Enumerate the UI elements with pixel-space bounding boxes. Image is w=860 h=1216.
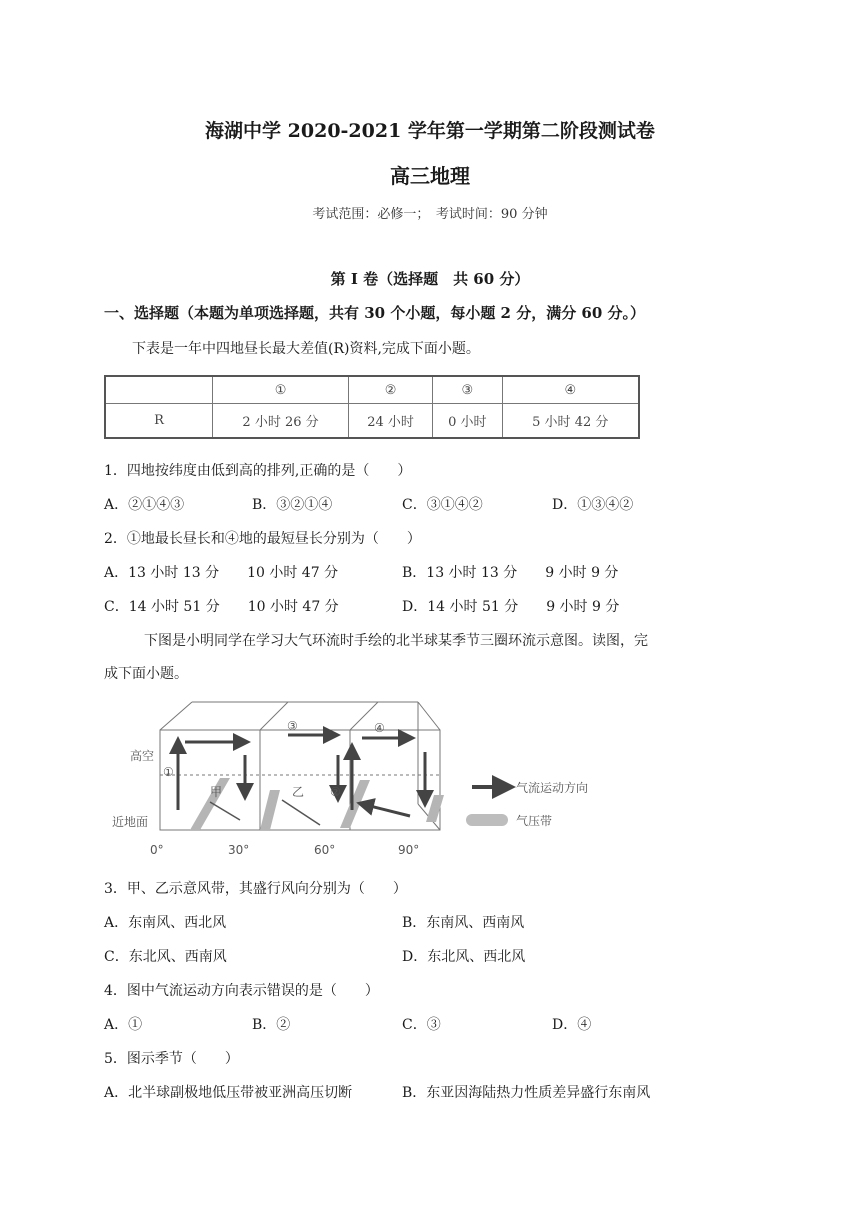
circulation-diagram xyxy=(112,700,600,860)
table-corner-cell xyxy=(105,376,213,404)
part-heading: 一、选择题（本题为单项选择题，共有 30 个小题，每小题 2 分，满分 60 分。） xyxy=(104,304,646,322)
table-header-cell: ① xyxy=(213,376,349,404)
table-header-cell: ③ xyxy=(433,376,502,404)
page-title: 海湖中学 2020-2021 学年第一学期第二阶段测试卷 xyxy=(205,120,655,142)
option-1b: B．③②①④ xyxy=(252,497,333,513)
exam-info: 考试范围：必修一； 考试时间：90 分钟 xyxy=(312,207,548,222)
cell-label-4: ④ xyxy=(374,721,385,735)
table-header-row xyxy=(105,376,639,404)
option-4b: B．② xyxy=(252,1017,291,1033)
option-4c: C．③ xyxy=(402,1017,441,1033)
intro-text-2-line2: 成下面小题。 xyxy=(104,666,188,682)
legend-pressure-belt: 气压带 xyxy=(516,814,553,828)
page-subtitle: 高三地理 xyxy=(390,164,470,188)
option-3d: D．东北风、西北风 xyxy=(402,949,526,965)
option-2d: D．14 小时 51 分 9 小时 9 分 xyxy=(402,599,620,615)
question-3-stem: 3．甲、乙示意风带，其盛行风向分别为（ ） xyxy=(104,881,407,897)
option-3a: A．东南风、西北风 xyxy=(104,915,227,931)
cell-label-1: ① xyxy=(163,765,174,779)
option-1a: A．②①④③ xyxy=(104,497,185,513)
question-5-stem: 5．图示季节（ ） xyxy=(104,1051,239,1067)
belt-label-jia: 甲 xyxy=(210,785,223,799)
table-cell: 5 小时 42 分 xyxy=(502,404,639,438)
lat-label-30: 30° xyxy=(228,843,250,857)
legend-airflow: 气流运动方向 xyxy=(516,781,589,795)
label-near-surface: 近地面 xyxy=(112,815,149,829)
question-2-stem: 2．①地最长昼长和④地的最短昼长分别为（ ） xyxy=(104,531,421,547)
cell-label-2: ② xyxy=(330,785,341,799)
option-4a: A．① xyxy=(104,1017,143,1033)
label-upper-air: 高空 xyxy=(130,749,155,763)
table-row xyxy=(105,404,639,438)
lat-label-60: 60° xyxy=(314,843,336,857)
option-3b: B．东南风、西南风 xyxy=(402,915,525,931)
table-cell: 24 小时 xyxy=(349,404,433,438)
intro-text-1: 下表是一年中四地昼长最大差值(R)资料,完成下面小题。 xyxy=(132,341,480,357)
option-5b: B．东亚因海陆热力性质差异盛行东南风 xyxy=(402,1085,651,1101)
option-5a: A．北半球副极地低压带被亚洲高压切断 xyxy=(104,1085,353,1101)
table-cell: 2 小时 26 分 xyxy=(213,404,349,438)
option-1d: D．①③④② xyxy=(552,497,634,513)
table-cell: 0 小时 xyxy=(433,404,502,438)
question-4-stem: 4．图中气流运动方向表示错误的是（ ） xyxy=(104,983,379,999)
table-header-cell: ④ xyxy=(502,376,639,404)
section-heading: 第 I 卷（选择题 共 60 分） xyxy=(330,270,530,288)
option-3c: C．东北风、西南风 xyxy=(104,949,227,965)
option-2b: B．13 小时 13 分 9 小时 9 分 xyxy=(402,565,619,581)
lat-label-90: 90° xyxy=(398,843,420,857)
table-row-label: R xyxy=(105,404,213,438)
option-1c: C．③①④② xyxy=(402,497,483,513)
daylength-table xyxy=(104,375,640,439)
cell-label-3: ③ xyxy=(287,719,298,733)
table-header-cell: ② xyxy=(349,376,433,404)
intro-text-2-line1: 下图是小明同学在学习大气环流时手绘的北半球某季节三圈环流示意图。读图，完 xyxy=(144,633,648,649)
legend-symbols xyxy=(466,787,508,826)
question-1-stem: 1．四地按纬度由低到高的排列,正确的是（ ） xyxy=(104,463,412,479)
option-2a: A．13 小时 13 分 10 小时 47 分 xyxy=(104,565,339,581)
lat-label-0: 0° xyxy=(150,843,164,857)
belt-label-yi: 乙 xyxy=(292,785,305,799)
option-4d: D．④ xyxy=(552,1017,592,1033)
option-2c: C．14 小时 51 分 10 小时 47 分 xyxy=(104,599,339,615)
